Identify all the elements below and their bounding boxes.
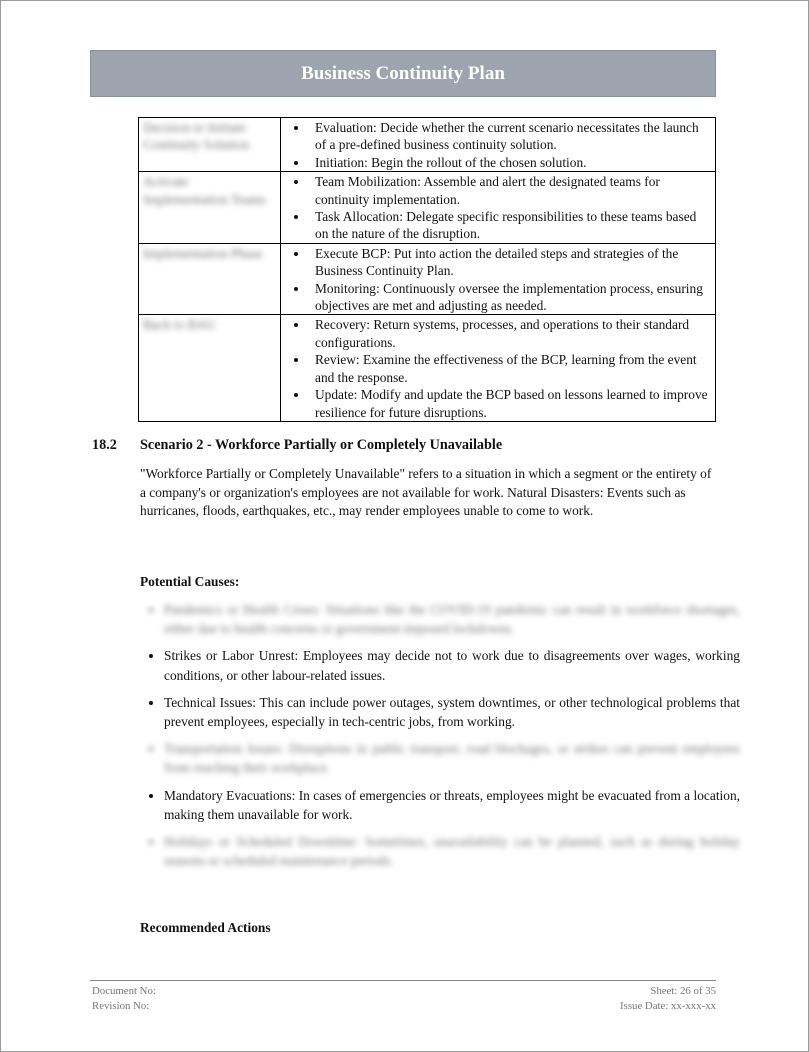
potential-causes-list <box>140 600 740 878</box>
list-item: • Evaluation: Decide whether the current scenario necessitates the launch of a pre-defined business continuity solution. <box>309 119 711 154</box>
revision-no-label: Revision No: <box>92 1000 150 1012</box>
list-item: • Mandatory Evacuations: In cases of emergencies or threats, employees might be evacuated from a location, making them unavailable for work. <box>164 786 740 824</box>
phase-table <box>138 117 716 422</box>
section-heading <box>92 437 502 454</box>
list-item: • Holidays or Scheduled Downtime: Sometimes, unavailability can be planned, such as during holiday seasons or scheduled maintenance periods. <box>164 832 740 870</box>
phase-detail-cell <box>281 118 716 172</box>
list-item: • Task Allocation: Delegate specific responsibilities to these teams based on the nature of the disruption. <box>309 208 711 243</box>
phase-name: Activate Implementation Teams <box>143 174 266 207</box>
footer-right <box>541 984 716 1014</box>
section-intro-paragraph: "Workforce Partially or Completely Unavailable" refers to a situation in which a segment or the entirety of a company's or organization's employees are not available for work. Natural Disasters: Events such as hurricanes, floods, earthquakes, etc., may render employees unable to come to work. <box>140 466 712 519</box>
list-item: • Monitoring: Continuously oversee the implementation process, ensuring objectives are met and adjusting as needed. <box>309 280 711 315</box>
table-row <box>139 118 716 172</box>
phase-name: Back to BAU <box>143 317 216 333</box>
phase-detail-cell <box>281 243 716 315</box>
list-item: • Transportation Issues: Disruptions in public transport, road blockages, or strikes can prevent employees from reaching their workplace. <box>164 739 740 777</box>
list-item: • Technical Issues: This can include power outages, system downtimes, or other technological problems that prevent employees, especially in tech-centric jobs, from working. <box>164 693 740 731</box>
phase-name-cell <box>139 315 281 421</box>
table-row <box>139 243 716 315</box>
footer-divider <box>90 980 716 981</box>
list-item: • Strikes or Labor Unrest: Employees may decide not to work due to disagreements over wages, working conditions, or other labour-related issues. <box>164 646 740 684</box>
phase-name: Implementation Phase <box>143 245 263 261</box>
phase-name-cell <box>139 118 281 172</box>
recommended-actions-heading: Recommended Actions <box>140 920 271 935</box>
issue-date: Issue Date: xx-xxx-xx <box>620 1000 716 1012</box>
document-no-label: Document No: <box>92 985 156 997</box>
phase-name-cell <box>139 172 281 244</box>
sheet-number: Sheet: 26 of 35 <box>650 985 716 997</box>
footer-left <box>92 984 156 1014</box>
list-item: • Initiation: Begin the rollout of the chosen solution. <box>309 154 711 171</box>
section-title: Scenario 2 - Workforce Partially or Completely Unavailable <box>140 437 503 453</box>
list-item: • Review: Examine the effectiveness of the BCP, learning from the event and the response. <box>309 351 711 386</box>
list-item: • Execute BCP: Put into action the detailed steps and strategies of the Business Continuity Plan. <box>309 245 711 280</box>
potential-causes-heading: Potential Causes: <box>140 574 240 589</box>
table-row <box>139 315 716 421</box>
list-item: • Pandemics or Health Crises: Situations like the COVID-19 pandemic can result in workforce shortages, either due to health concerns or government-imposed lockdowns. <box>164 600 740 638</box>
list-item: • Team Mobilization: Assemble and alert the designated teams for continuity implementation. <box>309 173 711 208</box>
phase-detail-cell <box>281 315 716 421</box>
table-row <box>139 172 716 244</box>
list-item: • Update: Modify and update the BCP based on lessons learned to improve resilience for future disruptions. <box>309 386 711 421</box>
phase-detail-cell <box>281 172 716 244</box>
section-number: 18.2 <box>92 437 117 453</box>
list-item: • Recovery: Return systems, processes, and operations to their standard configurations. <box>309 316 711 351</box>
phase-name: Decision to Initiate Continuity Solution <box>143 120 250 153</box>
document-title: Business Continuity Plan <box>301 62 505 84</box>
phase-name-cell <box>139 243 281 315</box>
page-header-band <box>90 50 716 97</box>
